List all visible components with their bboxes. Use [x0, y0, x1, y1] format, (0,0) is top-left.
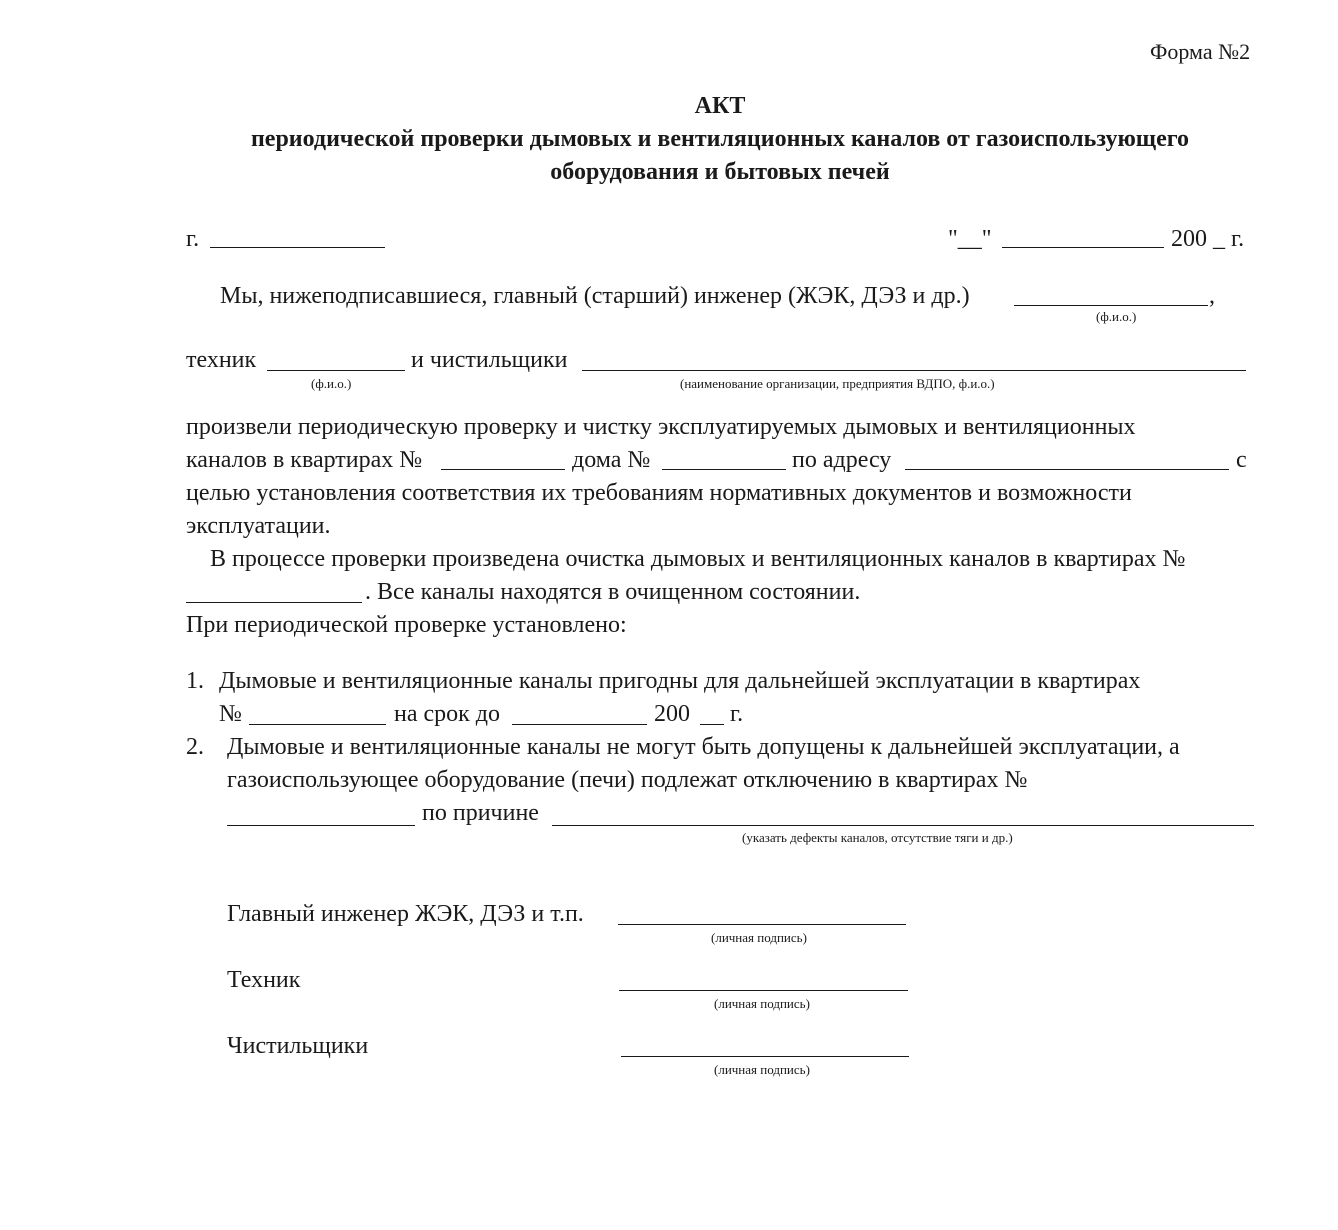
term-year-label: 200 [654, 701, 690, 727]
house-label: дома № [572, 447, 651, 473]
intro-text: Мы, нижеподписавшиеся, главный (старший) инженер (ЖЭК, ДЭЗ и др.) [220, 283, 970, 309]
term-year-suffix: г. [730, 701, 744, 727]
apartments-field[interactable] [441, 469, 565, 470]
act-title: АКТ [694, 93, 746, 119]
intro-comma: , [1209, 283, 1215, 309]
apartments-label: каналов в квартирах № [186, 447, 423, 473]
disabled-apartments-field[interactable] [227, 825, 415, 826]
cleaners-label: и чистильщики [411, 347, 568, 373]
act-subtitle-line2: оборудования и бытовых печей [550, 159, 890, 185]
finding-number: 1. [186, 668, 204, 694]
chief-engineer-fio-caption: (ф.и.о.) [1096, 309, 1137, 324]
signature-label-technician: Техник [227, 967, 301, 993]
date-month-field[interactable] [1002, 247, 1164, 248]
finding-no-label: № [219, 701, 242, 727]
body-line: целью установления соответствия их требованиям нормативных документов и возможности [186, 480, 1132, 506]
date-day: "__" [948, 226, 992, 252]
house-field[interactable] [662, 469, 786, 470]
date-year: 200 _ г. [1171, 226, 1245, 252]
finding-text: Дымовые и вентиляционные каналы не могут быть допущены к дальнейшей эксплуатации, а [227, 734, 1180, 760]
form-number: Форма №2 [1150, 39, 1251, 64]
address-field[interactable] [905, 469, 1229, 470]
reason-caption: (указать дефекты каналов, отсутствие тяги и др.) [742, 830, 1013, 845]
reason-field[interactable] [552, 825, 1254, 826]
finding-text: Дымовые и вентиляционные каналы пригодны для дальнейшей эксплуатации в квартирах [219, 668, 1141, 694]
city-prefix: г. [186, 226, 200, 252]
with-label: с [1236, 447, 1247, 473]
body-line: эксплуатации. [186, 513, 331, 539]
signature-caption: (личная подпись) [711, 930, 807, 945]
technician-fio-caption: (ф.и.о.) [311, 376, 352, 391]
term-label: на срок до [394, 701, 501, 727]
signature-caption: (личная подпись) [714, 1062, 810, 1077]
signature-field-technician[interactable] [619, 990, 908, 991]
cleaners-org-field[interactable] [582, 370, 1246, 371]
signature-field-cleaners[interactable] [621, 1056, 909, 1057]
term-year-field[interactable] [700, 724, 724, 725]
signature-caption: (личная подпись) [714, 996, 810, 1011]
suitable-apartments-field[interactable] [249, 724, 386, 725]
act-subtitle-line1: периодической проверки дымовых и вентиляционных каналов от газоиспользующего [250, 126, 1190, 152]
body-line: В процессе проверки произведена очистка дымовых и вентиляционных каналов в квартирах № [210, 546, 1186, 572]
term-date-field[interactable] [512, 724, 647, 725]
technician-label: техник [186, 347, 257, 373]
cleaners-org-caption: (наименование организации, предприятия ВДПО, ф.и.о.) [680, 376, 995, 391]
chief-engineer-name-field[interactable] [1014, 305, 1208, 306]
address-label: по адресу [792, 447, 892, 473]
reason-label: по причине [422, 800, 539, 826]
finding-number: 2. [186, 734, 204, 760]
technician-name-field[interactable] [267, 370, 405, 371]
body-line: произвели периодическую проверку и чистку эксплуатируемых дымовых и вентиляционных [186, 414, 1136, 440]
signature-label-cleaners: Чистильщики [227, 1033, 369, 1059]
cleaned-apartments-field[interactable] [186, 602, 362, 603]
signature-label-chief-engineer: Главный инженер ЖЭК, ДЭЗ и т.п. [227, 901, 584, 927]
body-line: . Все каналы находятся в очищенном состоянии. [365, 579, 861, 605]
finding-text: газоиспользующее оборудование (печи) подлежат отключению в квартирах № [227, 767, 1028, 793]
city-field[interactable] [210, 247, 385, 248]
signature-field-chief-engineer[interactable] [618, 924, 906, 925]
findings-heading: При периодической проверке установлено: [186, 612, 627, 638]
